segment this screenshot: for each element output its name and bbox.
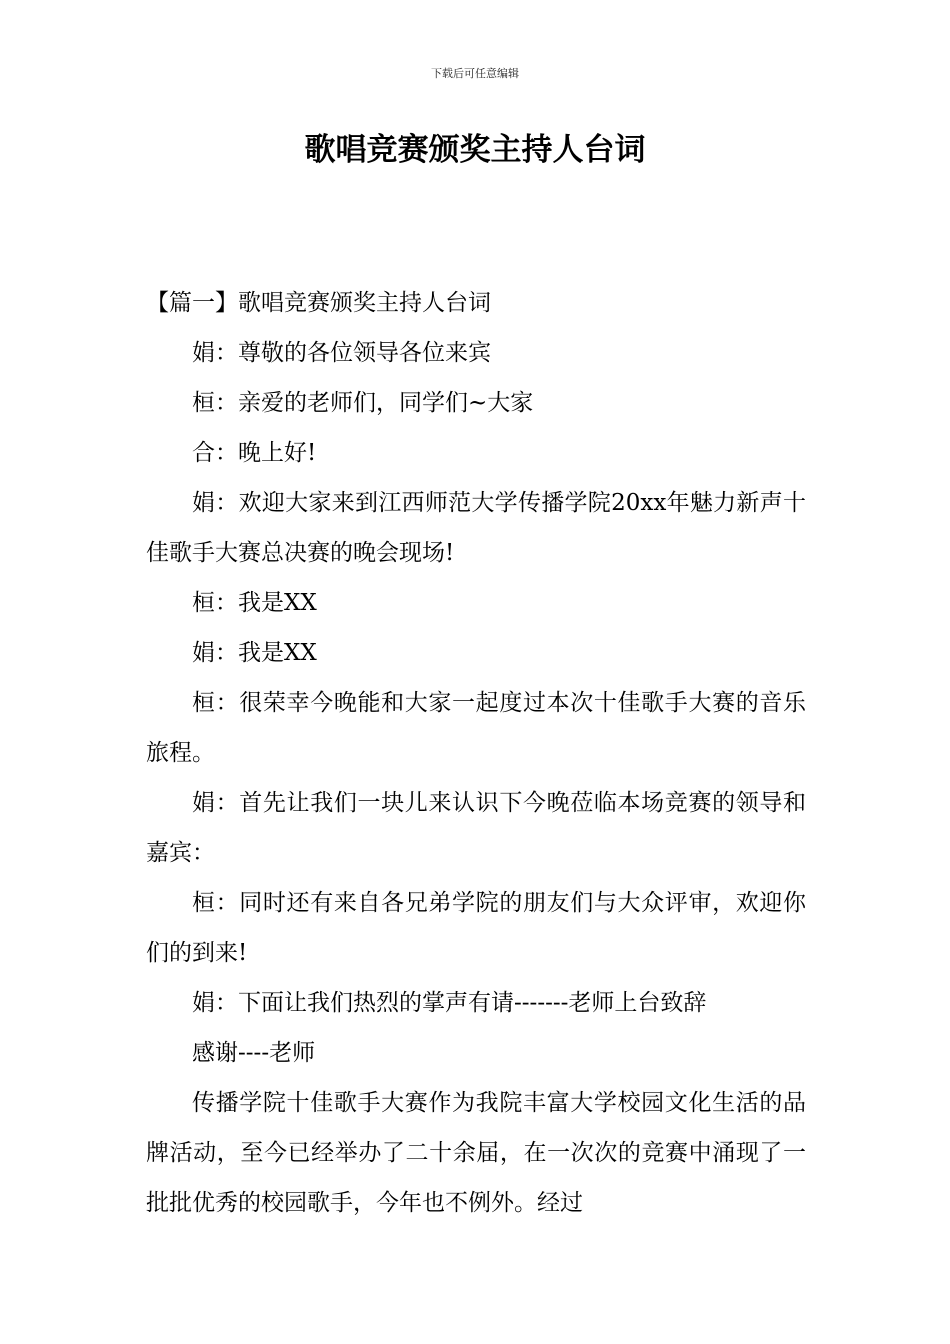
section-heading: 【篇一】歌唱竞赛颁奖主持人台词 — [146, 290, 491, 316]
paragraph: 桓：亲爱的老师们，同学们~大家 — [192, 390, 534, 416]
paragraph: 感谢----老师 — [192, 1040, 316, 1066]
paragraph: 传播学院十佳歌手大赛作为我院丰富大学校园文化生活的品牌活动，至今已经举办了二十余届，在一次次的竞赛中涌现了一批批优秀的校园歌手，今年也不例外。经过 — [146, 1090, 806, 1216]
document-body — [146, 278, 806, 1228]
paragraph: 桓：我是XX — [192, 590, 317, 616]
paragraph: 娟：欢迎大家来到江西师范大学传播学院20xx年魅力新声十佳歌手大赛总决赛的晚会现场! — [146, 490, 806, 566]
paragraph: 娟：下面让我们热烈的掌声有请-------老师上台致辞 — [192, 990, 707, 1016]
paragraph: 桓：同时还有来自各兄弟学院的朋友们与大众评审，欢迎你们的到来! — [146, 890, 806, 966]
document-title: 歌唱竞赛颁奖主持人台词 — [304, 132, 646, 168]
paragraph: 娟：我是XX — [192, 640, 317, 666]
header-note: 下载后可任意编辑 — [431, 67, 519, 80]
paragraph: 合：晚上好! — [192, 440, 317, 466]
paragraph: 桓：很荣幸今晚能和大家一起度过本次十佳歌手大赛的音乐旅程。 — [146, 690, 806, 766]
paragraph: 娟：尊敬的各位领导各位来宾 — [192, 340, 491, 366]
paragraph: 娟：首先让我们一块儿来认识下今晚莅临本场竞赛的领导和嘉宾： — [146, 790, 806, 866]
